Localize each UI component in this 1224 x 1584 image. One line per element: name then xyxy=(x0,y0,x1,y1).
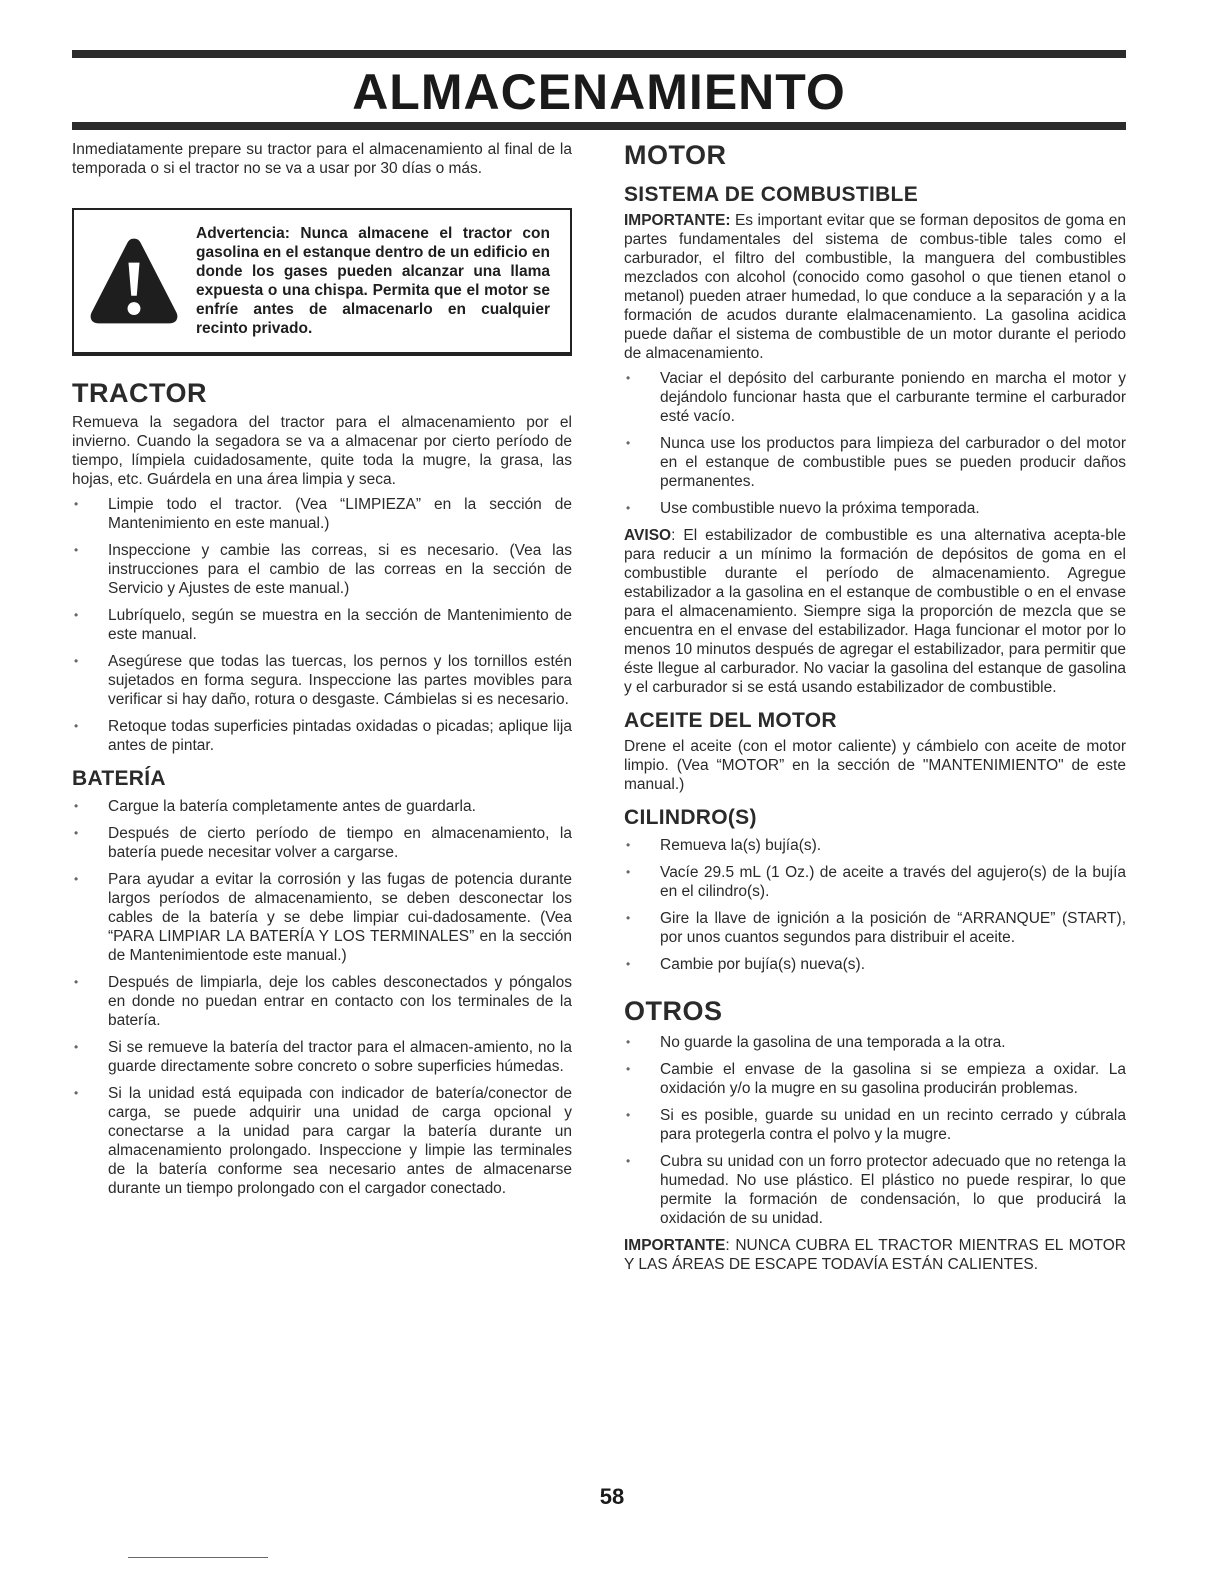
tractor-list xyxy=(72,495,572,755)
warning-box xyxy=(72,208,572,356)
left-column xyxy=(72,140,572,1206)
list-item: • Cargue la batería completamente antes de guardarla. xyxy=(72,797,572,816)
tractor-paragraph: Remueva la segadora del tractor para el almacenamiento por el invierno. Cuando la segadora se va a almacenar por cierto período de tiempo, límpiela cuidadosamente, quite toda la mugre, la grasa, las hojas, etc. Guárdela en una área limpia y seca. xyxy=(72,414,572,488)
list-item: • Cambie por bujía(s) nueva(s). xyxy=(624,955,1126,974)
page-title: ALMACENAMIENTO xyxy=(352,64,846,120)
list-item: • Después de cierto período de tiempo en almacenamiento, la batería puede necesitar volver a cargarse. xyxy=(72,824,572,862)
aviso-text: : El estabilizador de combustible es una alternativa acepta-ble para reducir a un mínimo la formación de depósitos de goma en el combustible durante el período de almacenamiento. Agregue estabilizador a la gasolina en el estanque de combustible o en el envase para el almacenamiento. Siempre siga la proporción de mezcla que se encuentra en el envase del estabilizador. Haga funcionar el motor por lo menos 10 minutos después de agregar el estabilizador, para permitir que éste llegue al carburador. No vaciar la gasolina del estanque de gasolina y el carburador si se está usando estabilizador de combustible. xyxy=(624,527,1126,696)
motor-heading: MOTOR xyxy=(624,140,727,170)
list-item: • Use combustible nuevo la próxima temporada. xyxy=(624,499,1126,518)
aviso-label: AVISO xyxy=(624,527,672,544)
important-text: Es important evitar que se forman depositos de goma en partes fundamentales del sistema de combus-tible tales como el carburador, el filtro del combustible, la manguera del combustibles mezclados con alcohol (conocido como gasohol o que tienen etanol o metanol) pueden atraer humedad, lo que conduce a la separación y a la formación de acudos durante elalmacenamiento. La gasolina acidica puede dañar el sistema de combustible de un motor durante el periodo de almacenamiento. xyxy=(624,212,1126,362)
title-rule-top xyxy=(72,50,1126,58)
list-item: • Inspeccione y cambie las correas, si es necesario. (Vea las instrucciones para el cambio de las correas en la sección de Servicio y Ajustes de este manual.) xyxy=(72,541,572,598)
warning-triangle-icon xyxy=(88,235,180,327)
list-item: • Si se remueve la batería del tractor para el almacen-amiento, no la guarde directamente sobre concreto o sobre superficies húmedas. xyxy=(72,1038,572,1076)
list-item: • Si la unidad está equipada con indicador de batería/conector de carga, se puede adquirir una unidad de carga opcional y conectarse a la unidad para cargar la batería durante un almacenamiento prolongado. Inspeccione y limpie las terminales de la batería conforme sea necesario antes de almacenarse durante un tiempo prolongado con el cargador conectado. xyxy=(72,1084,572,1198)
list-item: • Después de limpiarla, deje los cables desconectados y póngalos en donde no puedan entrar en contacto con los terminales de la batería. xyxy=(72,973,572,1030)
list-item: • Limpie todo el tractor. (Vea “LIMPIEZA” en la sección de Mantenimiento en este manual.) xyxy=(72,495,572,533)
list-item: • Asegúrese que todas las tuercas, los pernos y los tornillos estén sujetados en forma segura. Inspeccione las partes movibles para verificar si hay daño, rotura o desgaste. Cámbielas si es necesario. xyxy=(72,652,572,709)
list-item: • Remueva la(s) bujía(s). xyxy=(624,836,1126,855)
combustible-list xyxy=(624,369,1126,518)
cilindros-list xyxy=(624,836,1126,974)
warning-text: Advertencia: Nunca almacene el tractor con gasolina en el estanque dentro de un edificio en donde los gases pueden alcanzar una llama expuesta o una chispa. Permita que el motor se enfríe antes de almacenarlo en cualquier recinto privado. xyxy=(196,225,550,337)
list-item: • Lubríquelo, según se muestra en la sección de Mantenimiento de este manual. xyxy=(72,606,572,644)
bateria-heading: BATERÍA xyxy=(72,767,166,790)
list-item: • Cambie el envase de la gasolina si se empieza a oxidar. La oxidación y/o la mugre en su gasolina producirán problemas. xyxy=(624,1060,1126,1098)
page-number: 58 xyxy=(599,1484,625,1509)
bateria-list xyxy=(72,797,572,1198)
footer-line xyxy=(128,1557,268,1558)
aceite-paragraph: Drene el aceite (con el motor caliente) y cámbielo con aceite de motor limpio. (Vea “MOTOR” en la sección de "MANTENIMIENTO" de este manual.) xyxy=(624,738,1126,793)
list-item: • Si es posible, guarde su unidad en un recinto cerrado y cúbrala para protegerla contra el polvo y la mugre. xyxy=(624,1106,1126,1144)
list-item: • Gire la llave de ignición a la posición de “ARRANQUE” (START), por unos cuantos segundos para distribuir el aceite. xyxy=(624,909,1126,947)
list-item: • Para ayudar a evitar la corrosión y las fugas de potencia durante largos períodos de almacenamiento, se deben desconectar los cables de la batería y se debe limpiar cui-dadosamente. (Vea “PARA LIMPIAR LA BATERÍA Y LOS TERMINALES” en la sección de Mantenimientode este manual.) xyxy=(72,870,572,965)
important-text: : NUNCA CUBRA EL TRACTOR MIENTRAS EL MOTOR Y LAS ÁREAS DE ESCAPE TODAVÍA ESTÁN CALIENTES. xyxy=(624,1237,1126,1273)
tractor-heading: TRACTOR xyxy=(72,378,207,408)
list-item: • No guarde la gasolina de una temporada a la otra. xyxy=(624,1033,1126,1052)
otros-important-paragraph xyxy=(624,1236,1126,1274)
list-item: • Vacíe 29.5 mL (1 Oz.) de aceite a través del agujero(s) de la bujía en el cilindro(s). xyxy=(624,863,1126,901)
combustible-important-paragraph xyxy=(624,211,1126,363)
title-rule-bottom xyxy=(72,122,1126,130)
list-item: • Cubra su unidad con un forro protector adecuado que no retenga la humedad. No use plástico. El plástico no puede respirar, lo que permite la formación de condensación, lo que producirá la oxidación de su unidad. xyxy=(624,1152,1126,1228)
otros-list xyxy=(624,1033,1126,1228)
important-label: IMPORTANTE: xyxy=(624,212,731,229)
aviso-paragraph xyxy=(624,526,1126,697)
cilindros-heading: CILINDRO(S) xyxy=(624,806,757,829)
intro-paragraph: Inmediatamente prepare su tractor para el almacenamiento al final de la temporada o si el tractor no se va a usar por 30 días o más. xyxy=(72,141,572,177)
otros-heading: OTROS xyxy=(624,996,723,1026)
important-label: IMPORTANTE xyxy=(624,1237,726,1254)
right-column xyxy=(624,140,1126,1274)
list-item: • Retoque todas superficies pintadas oxidadas o picadas; aplique lija antes de pintar. xyxy=(72,717,572,755)
combustible-heading: SISTEMA DE COMBUSTIBLE xyxy=(624,183,918,206)
list-item: • Nunca use los productos para limpieza del carburador o del motor en el estanque de combustible pues se pueden producir daños permanentes. xyxy=(624,434,1126,491)
aceite-heading: ACEITE DEL MOTOR xyxy=(624,709,837,732)
list-item: • Vaciar el depósito del carburante poniendo en marcha el motor y dejándolo funcionar hasta que el carburante termine el carburador esté vacío. xyxy=(624,369,1126,426)
